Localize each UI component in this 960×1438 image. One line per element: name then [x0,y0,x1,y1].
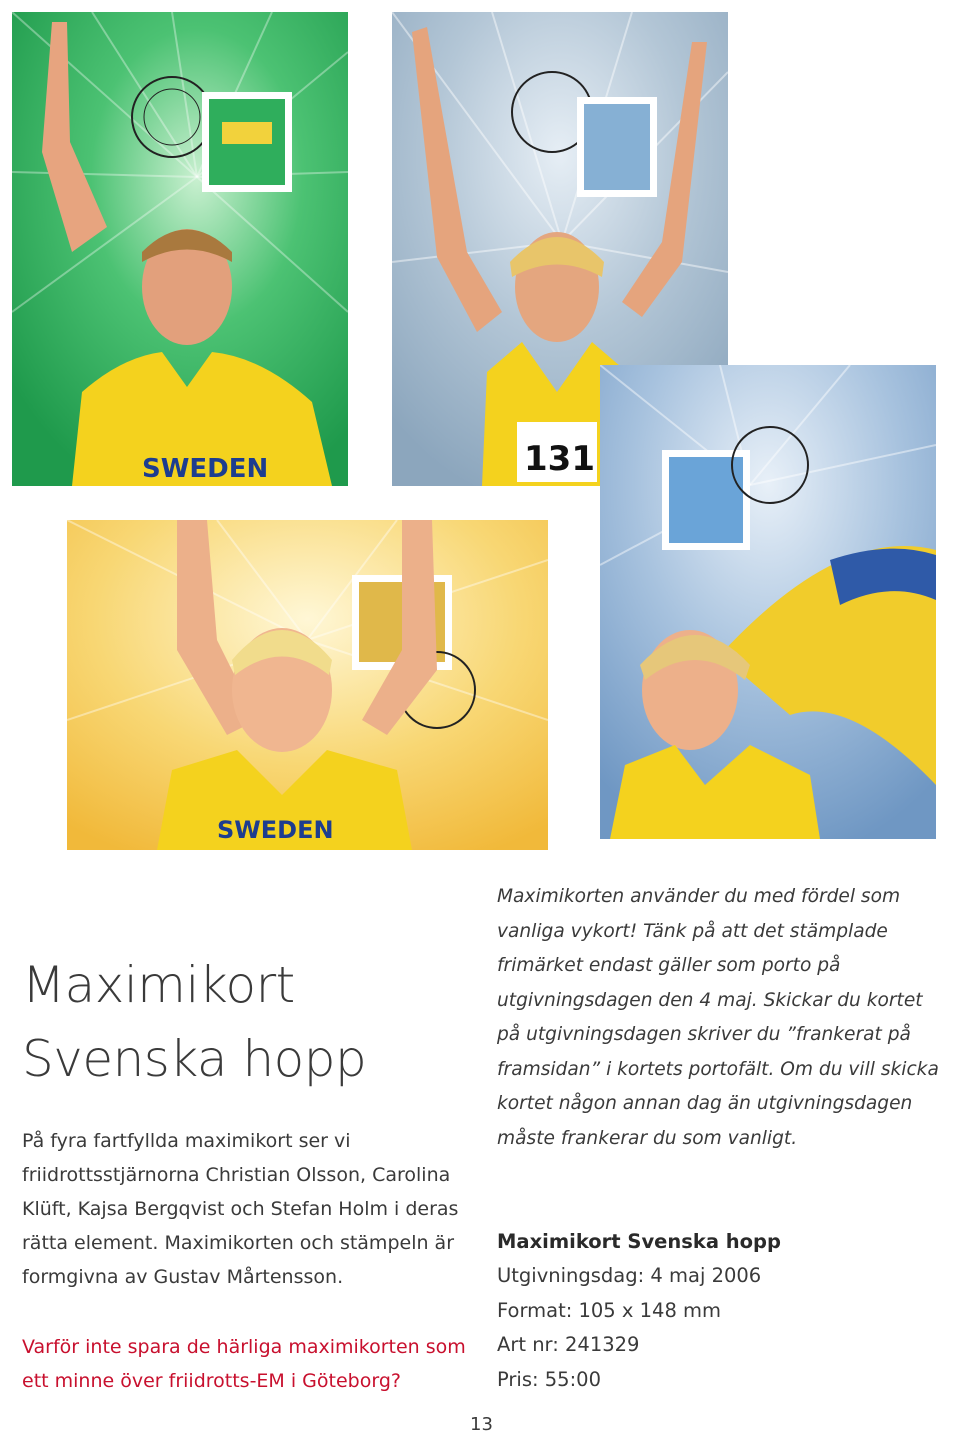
page-title [22,948,366,1096]
card-green-illustration [12,12,348,486]
svg-text:SWEDEN: SWEDEN [142,454,269,484]
maximikort-card-green [12,12,348,486]
svg-text:131: 131 [524,439,595,479]
card-yellow-illustration [67,520,548,850]
question-paragraph: Varför inte spara de härliga maximikorten som ett minne över friidrotts-EM i Göteborg? [22,1336,466,1392]
product-facts [497,1225,937,1397]
facts-format: Format: 105 x 148 mm [497,1298,722,1322]
facts-heading: Maximikort Svenska hopp [497,1230,781,1253]
svg-text:SWEDEN: SWEDEN [217,816,334,844]
page-number: 13 [470,1414,493,1435]
facts-art-nr: Art nr: 241329 [497,1333,640,1357]
maximikort-card-blue-bergqvist [600,365,936,839]
usage-note: Maximikorten använder du med fördel som vanliga vykort! Tänk på att det stämplade frimärket endast gäller som porto på utgivningsdagen den 4 maj. Skickar du kortet på utgivningsdagen skriver du ”frankerat på framsidan” i kortets portofält. Om du vill skicka kortet någon annan dag än utgivningsdagen måste frankerar du som vanligt. [497,886,939,1149]
facts-date: Utgivningsdag: 4 maj 2006 [497,1264,762,1288]
card-blue2-illustration [600,365,936,839]
facts-price: Pris: 55:00 [497,1367,601,1391]
title-line-2: Svenska hopp [22,1030,367,1088]
maximikort-card-yellow-kluft [67,520,548,850]
title-line-1: Maximikort [22,956,295,1014]
intro-paragraph: På fyra fartfyllda maximikort ser vi friidrottsstjärnorna Christian Olsson, Carolina Klüft, Kajsa Bergqvist och Stefan Holm i deras rätta element. Maximikorten och stämpeln är formgivna av Gustav Mårtensson. [22,1130,459,1288]
